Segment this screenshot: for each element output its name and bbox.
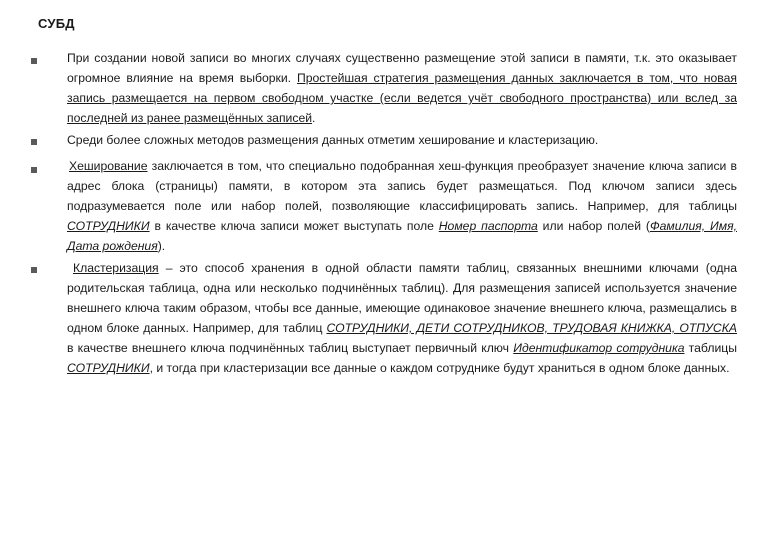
paragraph-methods bbox=[67, 130, 737, 150]
text-segment: . bbox=[312, 111, 316, 125]
square-bullet-icon bbox=[31, 167, 37, 173]
square-bullet-icon bbox=[31, 58, 37, 64]
paragraph-hashing bbox=[67, 156, 737, 256]
text-segment: или набор полей ( bbox=[537, 219, 650, 233]
text-segment: таблицы bbox=[684, 341, 737, 355]
text-segment: ). bbox=[157, 239, 166, 253]
fields-name-birthdate: Фамилия, Имя, Дата рождения bbox=[67, 219, 737, 253]
slide-title: СУБД bbox=[38, 16, 75, 31]
underlined-strategy: Простейшая стратегия размещения данных заключается в том, что новая запись размещается на первом свободном участке (если ведется учёт свободного пространства) или вслед за последней из ранее размещённых записей bbox=[67, 71, 737, 125]
text-segment: Среди более сложных методов размещения данных отметим хеширование и кластеризацию. bbox=[67, 133, 599, 147]
text-segment: При создании новой записи во многих случаях существенно размещение этой записи в памяти, т.к. это оказывает огромное влияние на время выборки. bbox=[67, 51, 737, 85]
text-segment: в качестве внешнего ключа подчинённых таблиц выступает первичный ключ bbox=[67, 341, 514, 355]
text-segment: , и тогда при кластеризации все данные о каждом сотруднике будут храниться в одном блоке данных. bbox=[149, 361, 730, 375]
square-bullet-icon bbox=[31, 139, 37, 145]
paragraph-placement bbox=[67, 48, 737, 128]
square-bullet-icon bbox=[31, 267, 37, 273]
key-employee-id: Идентификатор сотрудника bbox=[513, 341, 685, 355]
term-clustering: Кластеризация bbox=[73, 261, 159, 275]
field-passport-number: Номер паспорта bbox=[438, 219, 538, 233]
table-name-employees: СОТРУДНИКИ bbox=[67, 361, 150, 375]
table-name-employees: СОТРУДНИКИ bbox=[67, 219, 150, 233]
table-names-list: СОТРУДНИКИ, ДЕТИ СОТРУДНИКОВ, ТРУДОВАЯ КНИЖКА, ОТПУСКА bbox=[326, 321, 738, 335]
text-segment: заключается в том, что специально подобранная хеш-функция преобразует значение ключа записи в адрес блока (страницы) памяти, в котором эта запись будет размещаться. Под ключом записи здесь подразумевается поле или набор полей, позволяющие классифицировать запись. Например, для таблицы bbox=[67, 159, 737, 213]
term-hashing: Хеширование bbox=[69, 159, 148, 173]
paragraph-clustering bbox=[67, 258, 737, 378]
text-segment: – это способ хранения в одной области памяти таблиц, связанных внешними ключами (одна родительская таблица, одна или несколько подчинённых таблиц). Для размещения записей используется значение внешнего ключа таким образом, чтобы все данные, имеющие одинаковое значение внешнего ключа, размещались в одном блоке данных. Например, для таблиц bbox=[67, 261, 737, 335]
text-segment: в качестве ключа записи может выступать поле bbox=[149, 219, 439, 233]
